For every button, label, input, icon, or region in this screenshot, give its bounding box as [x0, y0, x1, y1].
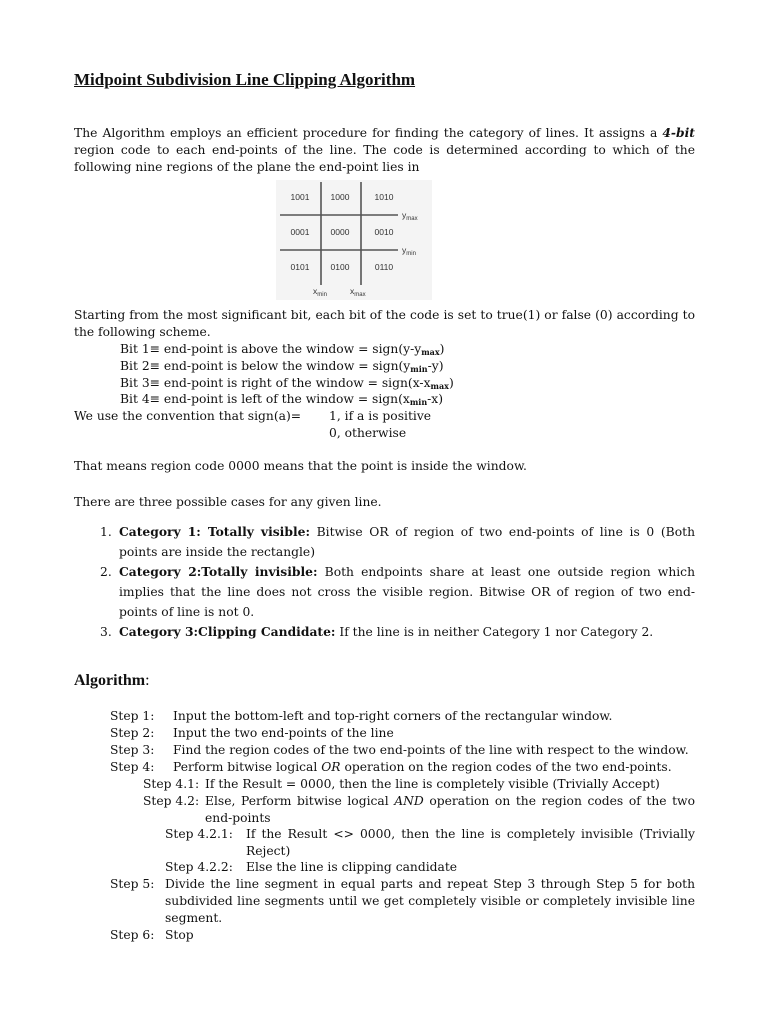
- cases-intro: There are three possible cases for any given line.: [74, 495, 382, 509]
- category-label: Category 3:Clipping Candidate:: [119, 624, 336, 639]
- region-code-cell: 1000: [330, 192, 350, 202]
- intro-emphasis: 4-bit: [662, 125, 695, 140]
- region-code-diagram: [276, 180, 432, 300]
- region-code-cell: 1001: [290, 192, 310, 202]
- xmax-label: $x_{max}$: [350, 286, 366, 298]
- bit-rule: Bit 1≡ end-point is above the window = $sign(y-y_{max})$: [120, 342, 445, 357]
- algorithm-substep: Step 4.1: If the Result = 0000, then the line is completely visible (Trivially Accept): [143, 777, 660, 791]
- xmin-label: $x_{min}$: [313, 286, 327, 298]
- intro-paragraph: [74, 124, 695, 176]
- intro-text-after: region code to each end-points of the line. The code is determined according to which of the following nine regions of the plane the end-point lies in: [74, 143, 695, 174]
- category-item: 1. Category 1: Totally visible: Bitwise OR of region of two end-points of line is 0 (Both points are inside the rectangle): [100, 524, 695, 559]
- region-code-cell: 0001: [290, 227, 310, 237]
- intro-text-before: The Algorithm employs an efficient procedure for finding the category of lines. It assigns a: [74, 126, 663, 140]
- region-code-cell: 0110: [374, 262, 394, 272]
- category-label: Category 1: Totally visible:: [119, 524, 310, 539]
- algorithm-step: Step 5: Divide the line segment in equal parts and repeat Step 3 through Step 5 for both subdivided line segments until we get completely visible or completely invisible line segment.: [110, 877, 695, 925]
- region-code-cell: 0101: [290, 262, 310, 272]
- category-label: Category 2:Totally invisible:: [119, 564, 318, 579]
- page-title: Midpoint Subdivision Line Clipping Algorithm: [74, 70, 416, 89]
- algorithm-substep: Step 4.2.1: If the Result <> 0000, then the line is completely invisible (Trivially Reject): [165, 827, 695, 858]
- region-code-cell: 1010: [374, 192, 394, 202]
- convention-label: We use the convention that sign(a)=: [74, 409, 302, 423]
- category-item: 3. Category 3:Clipping Candidate: If the line is in neither Category 1 nor Category 2.: [100, 624, 654, 639]
- algorithm-heading: Algorithm:: [74, 672, 150, 689]
- scheme-intro-paragraph: Starting from the most significant bit, each bit of the code is set to true(1) or false (0) according to the following scheme.: [74, 308, 695, 339]
- bit-rule: Bit 2≡ end-point is below the window = $sign(y_{min}-y)$: [120, 359, 444, 374]
- bit-rule: Bit 4≡ end-point is left of the window = $sign(x_{min}-x)$: [120, 392, 444, 407]
- algorithm-step: Step 2: Input the two end-points of the line: [110, 726, 394, 740]
- convention-case-positive: 1, if a is positive: [329, 409, 432, 423]
- region-code-cell: 0010: [374, 227, 394, 237]
- algorithm-step: Step 1: Input the bottom-left and top-right corners of the rectangular window.: [110, 709, 613, 723]
- category-item: 2. Category 2:Totally invisible: Both endpoints share at least one outside region which implies that the line does not cross the visible region. Bitwise OR of region of two end-points of line is not 0.: [100, 564, 695, 619]
- ymin-label: $y_{min}$: [402, 245, 416, 257]
- region-note: That means region code 0000 means that the point is inside the window.: [74, 459, 527, 473]
- ymax-label: $y_{max}$: [402, 210, 418, 222]
- algorithm-substep: Step 4.2: Else, Perform bitwise logical AND operation on the region codes of the two end-points: [143, 794, 695, 825]
- region-code-cell: 0000: [330, 227, 350, 237]
- convention-case-otherwise: 0, otherwise: [329, 426, 407, 440]
- algorithm-step: Step 6: Stop: [110, 928, 194, 942]
- bit-rule: Bit 3≡ end-point is right of the window = $sign(x-x_{max})$: [120, 376, 454, 391]
- algorithm-substep: Step 4.2.2: Else the line is clipping candidate: [165, 860, 458, 874]
- algorithm-step: Step 3: Find the region codes of the two end-points of the line with respect to the window.: [110, 743, 689, 757]
- region-code-cell: 0100: [330, 262, 350, 272]
- algorithm-step: Step 4: Perform bitwise logical OR operation on the region codes of the two end-points.: [110, 760, 672, 774]
